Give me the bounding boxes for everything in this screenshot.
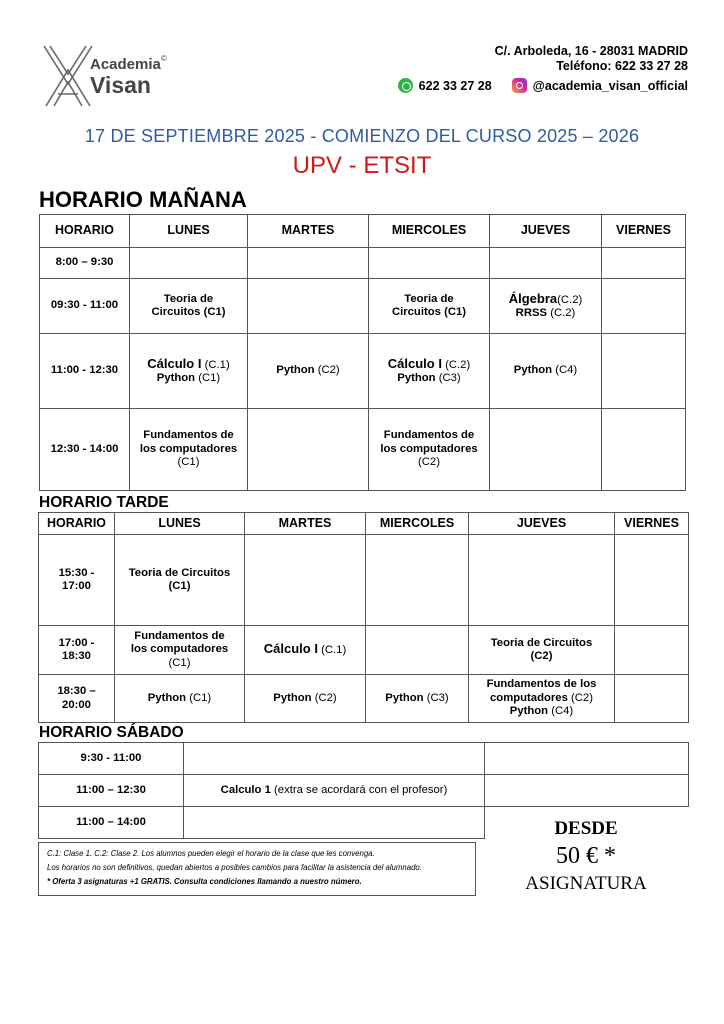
- note-line: C.1: Clase 1. C.2: Clase 2. Los alumnos pueden elegir el horario de la clase que les convenga.: [47, 849, 375, 858]
- class-cell: Python (C4): [490, 334, 602, 409]
- col-header: MIERCOLES: [366, 513, 469, 535]
- class-cell: Python (C2): [248, 334, 369, 409]
- time-cell: 9:30 - 11:00: [39, 743, 184, 775]
- table-row: [39, 626, 689, 675]
- morning-header-row: [40, 215, 686, 248]
- phone-line: Teléfono: 622 33 27 28: [556, 59, 688, 73]
- class-cell: Álgebra(C.2) RRSS (C.2): [490, 279, 602, 334]
- class-cell: Cálculo I (C.2) Python (C3): [369, 334, 490, 409]
- class-cell: Teoria de Circuitos (C1): [369, 279, 490, 334]
- saturday-title: HORARIO SÁBADO: [39, 724, 184, 741]
- notes-box: [38, 842, 476, 896]
- col-header: JUEVES: [469, 513, 615, 535]
- logo-registered-mark: ©: [161, 54, 167, 63]
- class-cell: Python (C1): [115, 675, 245, 723]
- time-cell: 17:00 - 18:30: [39, 626, 115, 675]
- class-cell: Fundamentos de los computadores (C2) Python (C4): [469, 675, 615, 723]
- col-header: HORARIO: [40, 215, 130, 248]
- course-start-line: 17 DE SEPTIEMBRE 2025 - COMIENZO DEL CURSO 2025 – 2026: [84, 126, 640, 146]
- logo-text-academia: Academia: [90, 56, 161, 73]
- col-header: LUNES: [115, 513, 245, 535]
- address-line: C/. Arboleda, 16 - 28031 MADRID: [494, 44, 688, 58]
- logo-mark-icon: [42, 44, 94, 108]
- contact-row: [398, 78, 688, 93]
- col-header: MIERCOLES: [369, 215, 490, 248]
- whatsapp-icon: [398, 78, 413, 93]
- class-cell: Fundamentos de los computadores (C1): [115, 626, 245, 675]
- class-cell: Teoria de Circuitos (C1): [115, 535, 245, 626]
- table-row: [40, 248, 686, 279]
- time-cell: 8:00 – 9:30: [40, 248, 130, 279]
- time-cell: 09:30 - 11:00: [40, 279, 130, 334]
- table-row: [39, 675, 689, 723]
- table-row: [39, 775, 689, 807]
- time-cell: 18:30 – 20:00: [39, 675, 115, 723]
- class-cell: Fundamentos de los computadores (C2): [369, 409, 490, 491]
- price-amount: 50 € *: [556, 843, 616, 869]
- class-cell: Python (C3): [366, 675, 469, 723]
- university-title: UPV - ETSIT: [292, 152, 432, 179]
- class-cell: Cálculo I (C.1): [245, 626, 366, 675]
- time-cell: 15:30 - 17:00: [39, 535, 115, 626]
- whatsapp-number[interactable]: 622 33 27 28: [418, 78, 492, 93]
- table-row: [40, 334, 686, 409]
- class-cell: Teoria de Circuitos (C2): [469, 626, 615, 675]
- table-row: [39, 535, 689, 626]
- address-block: [495, 44, 688, 74]
- class-cell: Cálculo I (C.1) Python (C1): [130, 334, 248, 409]
- class-cell: Teoria de Circuitos (C1): [130, 279, 248, 334]
- offer-line: * Oferta 3 asignaturas +1 GRATIS. Consulta condiciones llamando a nuestro número.: [47, 877, 362, 886]
- col-header: JUEVES: [490, 215, 602, 248]
- table-row: [39, 743, 689, 775]
- table-row: [40, 279, 686, 334]
- afternoon-schedule-table: [38, 512, 689, 723]
- col-header: VIERNES: [615, 513, 689, 535]
- afternoon-header-row: [39, 513, 689, 535]
- morning-title: HORARIO MAÑANA: [39, 187, 247, 212]
- col-header: MARTES: [245, 513, 366, 535]
- afternoon-title: HORARIO TARDE: [39, 494, 169, 511]
- col-header: LUNES: [130, 215, 248, 248]
- col-header: HORARIO: [39, 513, 115, 535]
- academia-logo: [42, 44, 182, 110]
- time-cell: 12:30 - 14:00: [40, 409, 130, 491]
- col-header: VIERNES: [602, 215, 686, 248]
- morning-schedule-table: [39, 214, 686, 491]
- price-from: DESDE: [554, 818, 618, 839]
- time-cell: 11:00 – 14:00: [39, 807, 184, 839]
- col-header: MARTES: [248, 215, 369, 248]
- price-unit: ASIGNATURA: [525, 873, 647, 894]
- time-cell: 11:00 – 12:30: [39, 775, 184, 807]
- instagram-icon: [512, 78, 527, 93]
- instagram-handle[interactable]: @academia_visan_official: [532, 78, 688, 93]
- note-line: Los horarios no son definitivos, quedan abiertos a posibles cambios para facilitar la asistencia del alumnado.: [47, 863, 422, 872]
- class-cell: Calculo 1 (extra se acordará con el profesor): [184, 775, 485, 807]
- class-cell: Python (C2): [245, 675, 366, 723]
- table-row: [40, 409, 686, 491]
- time-cell: 11:00 - 12:30: [40, 334, 130, 409]
- logo-text-visan: Visan: [90, 72, 151, 98]
- class-cell: Fundamentos de los computadores (C1): [130, 409, 248, 491]
